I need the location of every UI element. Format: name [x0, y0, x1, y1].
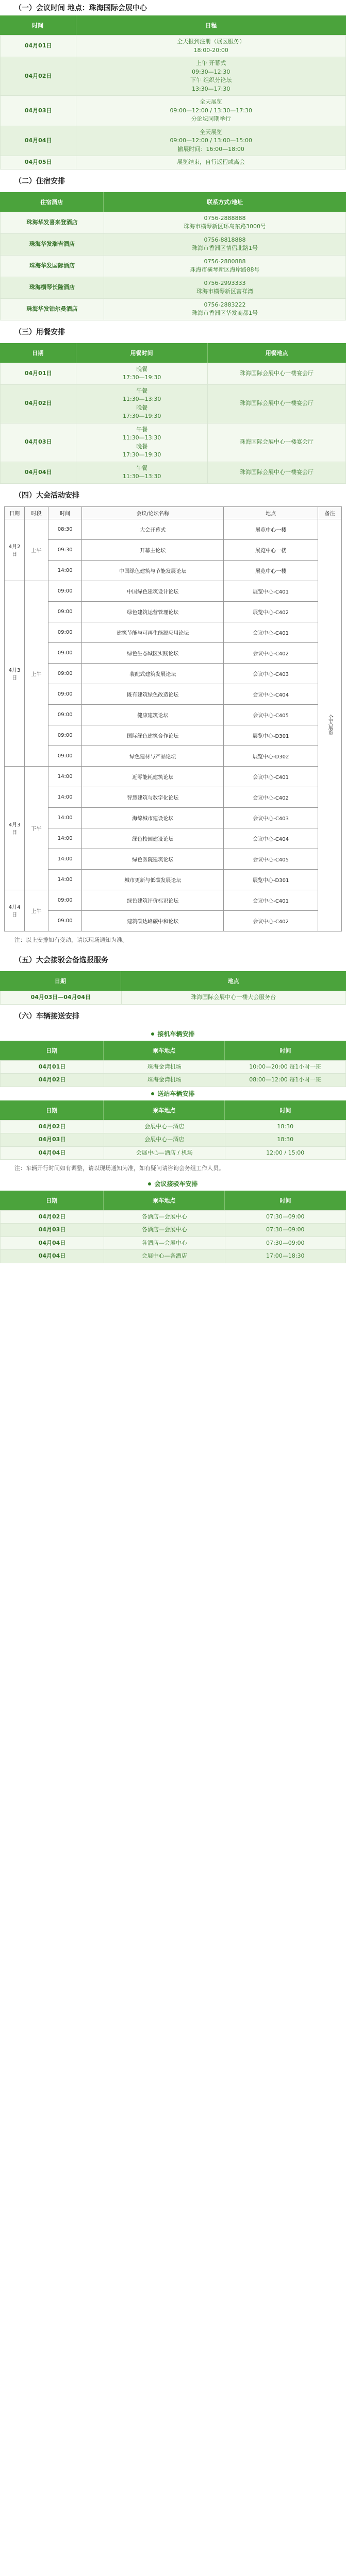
row-info: [104, 277, 346, 298]
row-time: 09:30: [48, 539, 82, 560]
table3-header: [0, 343, 346, 363]
row-schedule: [76, 36, 346, 57]
row-time: 10:00—20:00 每1小时一班: [225, 1060, 346, 1074]
row-schedule: [76, 96, 346, 126]
row-date: 04月03日—04月04日: [1, 991, 122, 1005]
table-row: [5, 663, 342, 684]
table4-col-note: 备注: [318, 506, 342, 519]
row-time: [76, 363, 208, 384]
table6-note: 注：车辆开行时间如有调整，请以现场通知为准，如有疑问请咨询会务组工作人员。: [14, 1165, 224, 1172]
cell-line: 珠海市香洲区华发商都1号: [192, 310, 258, 316]
row-place: 展览中心-D301: [224, 869, 318, 890]
row-info: [104, 255, 346, 277]
cell-line: 午餐: [136, 426, 148, 433]
cell-line: 珠海市横琴新区海岸路88号: [190, 266, 260, 273]
row-time: 09:00: [48, 725, 82, 745]
row-name: 绿色医院建筑论坛: [82, 849, 224, 869]
row-hotel: 珠海华发喜来登酒店: [1, 212, 104, 233]
cell-line: 撤展时间：16:00—18:00: [177, 145, 244, 152]
row-info: [104, 212, 346, 233]
row-place: 会议中心-C405: [224, 849, 318, 869]
cell-line: 0756-2888888: [204, 214, 246, 222]
row-name: 智慧建筑与数字化论坛: [82, 787, 224, 807]
row-place: 展览中心一楼: [224, 560, 318, 581]
row-place: 会议中心-C402: [224, 642, 318, 663]
row-date: 04月05日: [1, 156, 76, 170]
row-name: 绿色生态城区实践论坛: [82, 642, 224, 663]
bullet-icon: [151, 1032, 154, 1036]
cell-line: 17:30—19:30: [122, 374, 161, 381]
row-place: 珠海国际会展中心一楼宴会厅: [207, 363, 345, 384]
table3: [0, 363, 346, 484]
table-row: [5, 890, 342, 910]
table6a-col-time: 时间: [279, 1047, 291, 1054]
cell-line: 18:00-20:00: [193, 46, 228, 54]
cell-line: 午餐: [136, 464, 148, 471]
row-date: 04月03日: [1, 1224, 104, 1237]
section-3-title: （三）用餐安排: [14, 328, 65, 336]
bullet-icon: [151, 1092, 154, 1095]
table6c-header: [0, 1191, 346, 1210]
row-date: 04月04日: [1, 1146, 104, 1160]
cell-line: 晚餐: [136, 404, 148, 411]
table4-col-name: 会议/论坛名称: [82, 506, 224, 519]
row-name: 开幕主论坛: [82, 539, 224, 560]
row-date: 04月02日: [1, 1120, 104, 1133]
table-row: [5, 849, 342, 869]
cell-line: 0756-2883222: [204, 301, 246, 308]
row-time: 18:30: [225, 1133, 346, 1147]
table6-sub1-label: 接机车辆安排: [157, 1030, 195, 1038]
table-row: [1, 1074, 346, 1087]
table-row: [1, 255, 346, 277]
table6-sub2: [0, 1087, 346, 1100]
row-place: 各酒店—会展中心: [104, 1224, 225, 1237]
cell-line: 11:30—13:30: [122, 396, 161, 402]
table4-col-slot: 时段: [25, 506, 48, 519]
row-place: 会议中心-C402: [224, 787, 318, 807]
row-time: 14:00: [48, 828, 82, 849]
cell-line: 下午 组织分论坛: [190, 77, 232, 83]
cell-line: 全天报到注册（展区服务）: [177, 38, 245, 45]
cell-line: 全天展览: [200, 98, 223, 105]
table4-wrap: [0, 506, 346, 931]
row-time: 09:00: [48, 663, 82, 684]
table-row: [1, 126, 346, 156]
row-place: 会议中心-C405: [224, 704, 318, 725]
row-name: 绿色建筑评价标识论坛: [82, 890, 224, 910]
cell-line: 17:30—19:30: [122, 451, 161, 458]
row-place: 各酒店—会展中心: [104, 1210, 225, 1224]
cell-line: 分论坛同期举行: [191, 115, 231, 122]
table-row: [5, 869, 342, 890]
row-place: 珠海国际会展中心一楼宴会厅: [207, 462, 345, 483]
table1: [0, 35, 346, 170]
row-place: 会议中心-C401: [224, 890, 318, 910]
table2: [0, 212, 346, 320]
row-time: 07:30—09:00: [225, 1236, 346, 1250]
row-time: 14:00: [48, 849, 82, 869]
row-place: 会展中心—各酒店: [104, 1250, 225, 1263]
row-date: 4月4日: [5, 890, 25, 931]
cell-line: 晚餐: [136, 443, 148, 450]
row-date: 04月01日: [1, 1060, 104, 1074]
row-place: 会议中心-C404: [224, 684, 318, 704]
table6b-header: [0, 1100, 346, 1120]
row-date: 04月04日: [1, 1250, 104, 1263]
table4: [4, 506, 342, 931]
cell-line: 上午 开幕式: [195, 60, 226, 66]
row-place: 珠海国际会展中心一楼宴会厅: [207, 423, 345, 462]
section-4-title: （四）大会活动安排: [14, 491, 79, 500]
table6a-header: [0, 1041, 346, 1060]
row-place: 会展中心—酒店: [104, 1133, 225, 1147]
cell-line: 09:30—12:30: [191, 68, 230, 75]
row-time: 09:00: [48, 684, 82, 704]
row-time: 09:00: [48, 622, 82, 642]
row-date: 04月04日: [1, 1236, 104, 1250]
row-name: 建筑碳达峰碳中和论坛: [82, 910, 224, 931]
row-name: 绿色校园建设论坛: [82, 828, 224, 849]
row-name: 健康建筑论坛: [82, 704, 224, 725]
row-place: 展览中心一楼: [224, 539, 318, 560]
row-name: 近零能耗建筑论坛: [82, 766, 224, 787]
table-row: [1, 991, 346, 1005]
row-place: 展览中心-D302: [224, 745, 318, 766]
table-row: [1, 57, 346, 96]
table-row: [5, 807, 342, 828]
table-row: [1, 462, 346, 483]
row-time: 09:00: [48, 642, 82, 663]
row-hotel: 珠海华发国际酒店: [1, 255, 104, 277]
row-slot: 下午: [25, 766, 48, 890]
row-place: 珠海国际会展中心一楼宴会厅: [207, 384, 345, 423]
table-row: [5, 910, 342, 931]
table3-col-date: 日期: [0, 343, 76, 363]
row-date: 04月01日: [1, 363, 76, 384]
row-time: 12:00 / 15:00: [225, 1146, 346, 1160]
section-2-title: （二）住宿安排: [14, 177, 65, 185]
table6a: [0, 1060, 346, 1087]
row-name: 建筑节能与可再生能源应用论坛: [82, 622, 224, 642]
row-name: 绿色建筑运营管理论坛: [82, 601, 224, 622]
row-time: 14:00: [48, 766, 82, 787]
row-place: 各酒店—会展中心: [104, 1236, 225, 1250]
row-time: 09:00: [48, 745, 82, 766]
row-hotel: 珠海华发铂尔曼酒店: [1, 298, 104, 320]
row-name: 装配式建筑发展论坛: [82, 663, 224, 684]
table-row: [1, 1224, 346, 1237]
row-slot: 上午: [25, 890, 48, 931]
row-place: 会展中心—酒店: [104, 1120, 225, 1133]
table-row: [5, 622, 342, 642]
table-row: [1, 384, 346, 423]
table6a-col-date: 日期: [0, 1041, 104, 1060]
row-time: 08:00—12:00 每1小时一班: [225, 1074, 346, 1087]
row-place: 展览中心-C402: [224, 601, 318, 622]
row-date: 04月03日: [1, 96, 76, 126]
table6c-col-time: 时间: [279, 1197, 291, 1204]
table-row: [1, 363, 346, 384]
table-row: [5, 642, 342, 663]
row-time: 17:00—18:30: [225, 1250, 346, 1263]
row-name: 海绵城市建设论坛: [82, 807, 224, 828]
table-row: [1, 1133, 346, 1147]
cell-line: 展览结束，自行返程或离会: [177, 159, 245, 165]
row-time: 08:30: [48, 519, 82, 539]
table-row: [5, 601, 342, 622]
table3-col-place: 用餐地点: [265, 349, 288, 357]
table4-col-date: 日期: [5, 506, 25, 519]
row-time: 14:00: [48, 869, 82, 890]
table6b: [0, 1120, 346, 1160]
table-row: [5, 519, 342, 539]
table5: [0, 991, 346, 1005]
row-slot: 上午: [25, 519, 48, 581]
row-date: 04月03日: [1, 423, 76, 462]
row-schedule: [76, 57, 346, 96]
row-time: 09:00: [48, 601, 82, 622]
cell-line: 09:00—12:00 / 13:00—15:00: [170, 137, 252, 144]
row-date: 4月3日: [5, 766, 25, 890]
section-6-title: （六）车辆接送安排: [14, 1012, 79, 1021]
table-row: [1, 1060, 346, 1074]
table6-sub2-label: 送站车辆安排: [157, 1090, 195, 1098]
table2-col-hotel: 住宿酒店: [0, 192, 104, 212]
row-date: 4月2日: [5, 519, 25, 581]
table-row: [5, 581, 342, 601]
table-row: [5, 539, 342, 560]
row-place: 展览中心-D301: [224, 725, 318, 745]
row-date: 04月02日: [1, 384, 76, 423]
table-row: [1, 1146, 346, 1160]
table-row: [1, 298, 346, 320]
table-row: [5, 787, 342, 807]
table-row: [5, 745, 342, 766]
row-time: 09:00: [48, 704, 82, 725]
table-row: [5, 560, 342, 581]
table6c-col-date: 日期: [0, 1191, 104, 1210]
row-side-note: 全天展览: [318, 519, 342, 931]
row-place: 珠海金湾机场: [104, 1074, 225, 1087]
cell-line: 0756-2880888: [204, 258, 246, 265]
row-place: 会议中心-C402: [224, 910, 318, 931]
row-place: 展览中心-C401: [224, 581, 318, 601]
table-row: [1, 1120, 346, 1133]
table-row: [5, 704, 342, 725]
table-row: [1, 156, 346, 170]
row-slot: 上午: [25, 581, 48, 766]
table4-col-place: 地点: [224, 506, 318, 519]
row-time: 14:00: [48, 560, 82, 581]
row-schedule: [76, 126, 346, 156]
table6-sub3: [0, 1177, 346, 1191]
row-date: 04月02日: [1, 57, 76, 96]
cell-line: 午餐: [136, 387, 148, 394]
table-row: [1, 212, 346, 233]
cell-line: 11:30—13:30: [122, 434, 161, 441]
table2-header: [0, 192, 346, 212]
cell-line: 0756-2993333: [204, 279, 246, 286]
cell-line: 晚餐: [136, 365, 148, 372]
cell-line: 珠海市横琴新区环岛东路3000号: [184, 223, 266, 230]
row-date: 04月04日: [1, 126, 76, 156]
table4-note: 注：以上安排如有变动，请以现场通知为准。: [14, 936, 128, 943]
table6-sub1: [0, 1027, 346, 1041]
row-time: 14:00: [48, 787, 82, 807]
row-name: 中国绿色建筑设计论坛: [82, 581, 224, 601]
table-row: [5, 725, 342, 745]
table-row: [1, 1210, 346, 1224]
row-date: 04月01日: [1, 36, 76, 57]
row-place: 展览中心一楼: [224, 519, 318, 539]
row-date: 04月04日: [1, 462, 76, 483]
row-time: 07:30—09:00: [225, 1224, 346, 1237]
row-place: 会议中心-C403: [224, 807, 318, 828]
table-row: [1, 1236, 346, 1250]
table6c-col-place: 乘车地点: [104, 1191, 225, 1210]
table6b-col-time: 时间: [279, 1107, 291, 1114]
row-info: [104, 298, 346, 320]
row-time: [76, 384, 208, 423]
row-date: 4月3日: [5, 581, 25, 766]
row-name: 国际绿色建筑合作论坛: [82, 725, 224, 745]
cell-line: 17:30—19:30: [122, 413, 161, 419]
table5-col-place: 地点: [227, 978, 239, 985]
row-time: 09:00: [48, 890, 82, 910]
cell-line: 11:30—13:30: [122, 473, 161, 480]
table5-header: [0, 971, 346, 991]
row-time: 07:30—09:00: [225, 1210, 346, 1224]
row-place: 会议中心-C401: [224, 766, 318, 787]
row-name: 城市更新与低碳发展论坛: [82, 869, 224, 890]
row-name: 中国绿色建筑与节能发展论坛: [82, 560, 224, 581]
row-place: 珠海金湾机场: [104, 1060, 225, 1074]
section-1-title: （一）会议时间 地点：珠海国际会展中心: [14, 4, 147, 12]
table-row: [5, 766, 342, 787]
table-row: [1, 423, 346, 462]
cell-line: 13:30—17:30: [191, 85, 230, 92]
cell-line: 珠海市香洲区情侣北路1号: [192, 245, 258, 251]
bullet-icon: [148, 1182, 151, 1185]
table4-col-time: 时间: [48, 506, 82, 519]
row-time: 14:00: [48, 807, 82, 828]
cell-line: 珠海市横琴新区富祥湾: [196, 288, 253, 295]
table1-col-schedule: 日程: [205, 22, 217, 29]
row-date: 04月03日: [1, 1133, 104, 1147]
table6-sub3-label: 会议接驳车安排: [154, 1180, 198, 1188]
table-row: [5, 684, 342, 704]
row-info: [104, 233, 346, 255]
table-row: [1, 233, 346, 255]
row-time: 09:00: [48, 910, 82, 931]
row-date: 04月02日: [1, 1074, 104, 1087]
row-place: 会议中心-C404: [224, 828, 318, 849]
cell-line: 09:00—12:00 / 13:30—17:30: [170, 107, 252, 114]
row-place: 珠海国际会展中心一楼大会服务台: [121, 991, 346, 1005]
table-row: [1, 36, 346, 57]
row-schedule: [76, 156, 346, 170]
row-hotel: 珠海横琴长隆酒店: [1, 277, 104, 298]
row-place: 会展中心—酒店 / 机场: [104, 1146, 225, 1160]
table-row: [1, 96, 346, 126]
row-place: 会议中心-C403: [224, 663, 318, 684]
table2-col-info: 联系方式/地址: [207, 198, 243, 206]
table6b-col-date: 日期: [0, 1100, 104, 1120]
table-row: [1, 1250, 346, 1263]
cell-line: 0756-8818888: [204, 236, 246, 243]
table5-col-date: 日期: [0, 971, 121, 991]
row-place: 会议中心-C401: [224, 622, 318, 642]
table6b-col-place: 乘车地点: [104, 1100, 225, 1120]
row-date: 04月02日: [1, 1210, 104, 1224]
row-time: [76, 462, 208, 483]
row-name: 绿色建材与产品论坛: [82, 745, 224, 766]
row-time: 18:30: [225, 1120, 346, 1133]
row-name: 大会开幕式: [82, 519, 224, 539]
table-row: [5, 828, 342, 849]
table3-col-time: 用餐时间: [76, 343, 208, 363]
table1-col-time: 时间: [0, 15, 76, 35]
cell-line: 全天展览: [200, 128, 223, 135]
row-time: [76, 423, 208, 462]
row-name: 既有建筑绿色改造论坛: [82, 684, 224, 704]
table1-header: [0, 15, 346, 35]
section-5-title: （五）大会接驳会备选报服务: [14, 956, 108, 965]
table-row: [1, 277, 346, 298]
row-hotel: 珠海华发瑞吉酒店: [1, 233, 104, 255]
table6a-col-place: 乘车地点: [104, 1041, 225, 1060]
table6c: [0, 1210, 346, 1263]
row-time: 09:00: [48, 581, 82, 601]
